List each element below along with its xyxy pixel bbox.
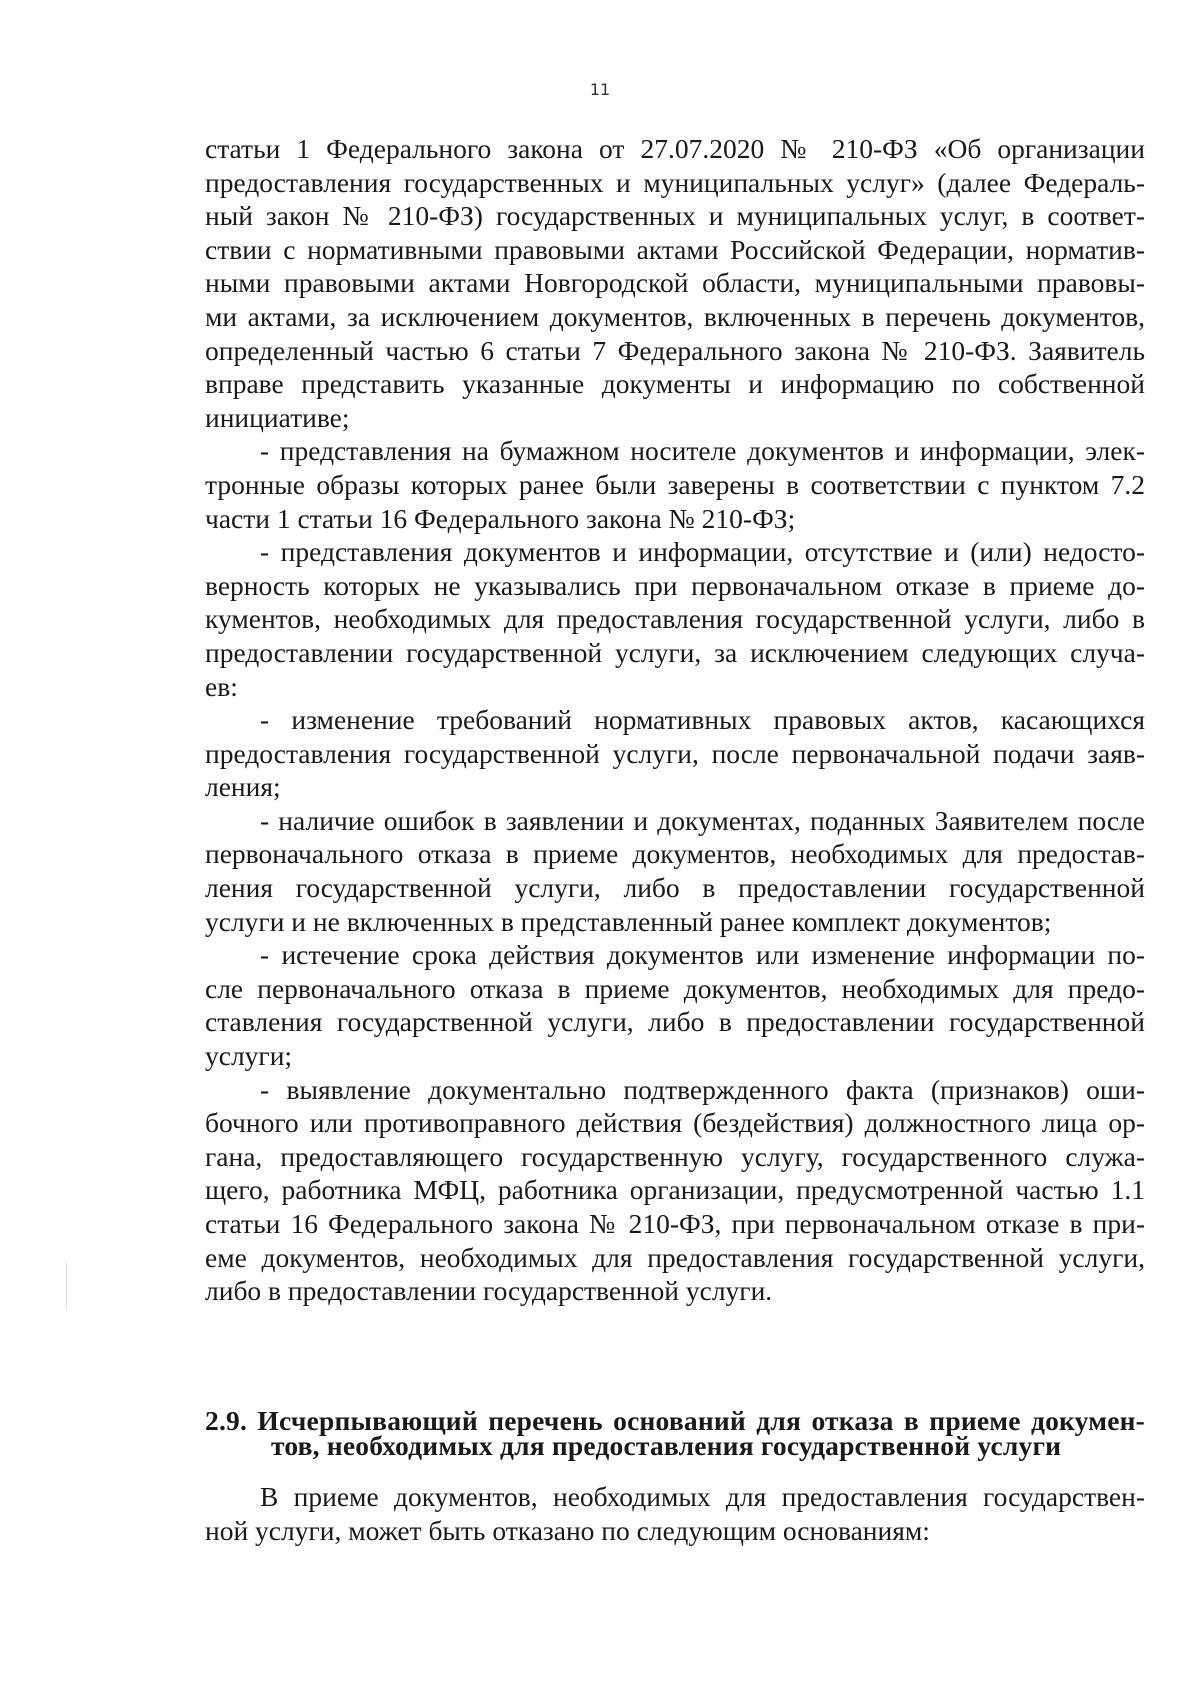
text-line: - представления документов и информации, отсутствие и (или) недосто- [260,536,1145,568]
text-line: ный закон № 210-ФЗ) государственных и муниципальных услуг, в соответ- [205,200,1145,232]
text-line: ными правовыми актами Новгородской области, муниципальными правовы- [205,267,1145,299]
text-line: ми актами, за исключением документов, включенных в перечень документов, [205,300,1145,332]
text-line: ной услуги, может быть отказано по следующим основаниям: [205,1514,930,1546]
text-line: ев: [205,670,238,702]
text-line: услуги; [205,1040,293,1072]
text-line: - представления на бумажном носителе документов и информации, элек- [260,435,1145,467]
text-line: услуги и не включенных в представленный ранее комплект документов; [205,905,1052,937]
page-number: 11 [589,80,611,99]
text-line: В приеме документов, необходимых для предоставления государствен- [260,1481,1145,1512]
scan-margin-mark [66,1262,67,1310]
text-line: - выявление документально подтвержденного факта (признаков) оши- [260,1073,1145,1105]
text-line: ления; [205,771,281,803]
text-line: предоставления государственной услуги, после первоначальной подачи заяв- [205,737,1145,769]
text-line: ставления государственной услуги, либо в предоставлении государственной [205,1006,1145,1038]
text-line: ления государственной услуги, либо в предоставлении государственной [205,872,1145,904]
text-line: ствии с нормативными правовыми актами Российской Федерации, норматив- [205,233,1145,265]
text-line: еме документов, необходимых для предоставления государственной услуги, [205,1241,1145,1273]
text-line: - наличие ошибок в заявлении и документах, поданных Заявителем после [260,804,1145,836]
text-line: сле первоначального отказа в приеме документов, необходимых для предо- [205,972,1145,1004]
text-line: тронные образы которых ранее были заверены в соответствии с пунктом 7.2 [205,468,1145,500]
text-line: верность которых не указывались при первоначальном отказе в приеме до- [205,569,1145,601]
section-heading [205,1405,1145,1461]
text-line: определенный частью 6 статьи 7 Федерального закона № 210-ФЗ. Заявитель [205,334,1145,366]
body-text [205,132,1145,1308]
section-heading-line: 2.9. Исчерпывающий перечень оснований для отказа в приеме докумен- [205,1405,1145,1436]
text-line: первоначального отказа в приеме документов, необходимых для предостав- [205,838,1145,870]
text-line: части 1 статьи 16 Федерального закона № 210-ФЗ; [205,502,796,534]
text-line: - изменение требований нормативных правовых актов, касающихся [260,704,1145,736]
text-line: предоставления государственных и муниципальных услуг» (далее Федераль- [205,166,1145,198]
text-line: предоставлении государственной услуги, за исключением следующих случа- [205,636,1145,668]
text-line: бочного или противоправного действия (бездействия) должностного лица ор- [205,1107,1145,1139]
text-line: статьи 1 Федерального закона от 27.07.2020 № 210-ФЗ «Об организации [205,133,1145,164]
section-heading-line: тов, необходимых для предоставления государственной услуги [271,1430,1062,1461]
text-line: инициативе; [205,401,350,433]
text-line: щего, работника МФЦ, работника организации, предусмотренной частью 1.1 [205,1174,1145,1206]
text-line: - истечение срока действия документов или изменение информации по- [260,939,1145,971]
text-line: либо в предоставлении государственной услуги. [205,1275,773,1307]
text-line: кументов, необходимых для предоставления государственной услуги, либо в [205,603,1145,635]
text-line: статьи 16 Федерального закона № 210-ФЗ, при первоначальном отказе в при- [205,1208,1145,1239]
closing-paragraph [205,1480,1145,1547]
text-line: вправе представить указанные документы и информацию по собственной [205,368,1145,400]
text-line: гана, предоставляющего государственную услугу, государственного служа- [205,1140,1145,1172]
